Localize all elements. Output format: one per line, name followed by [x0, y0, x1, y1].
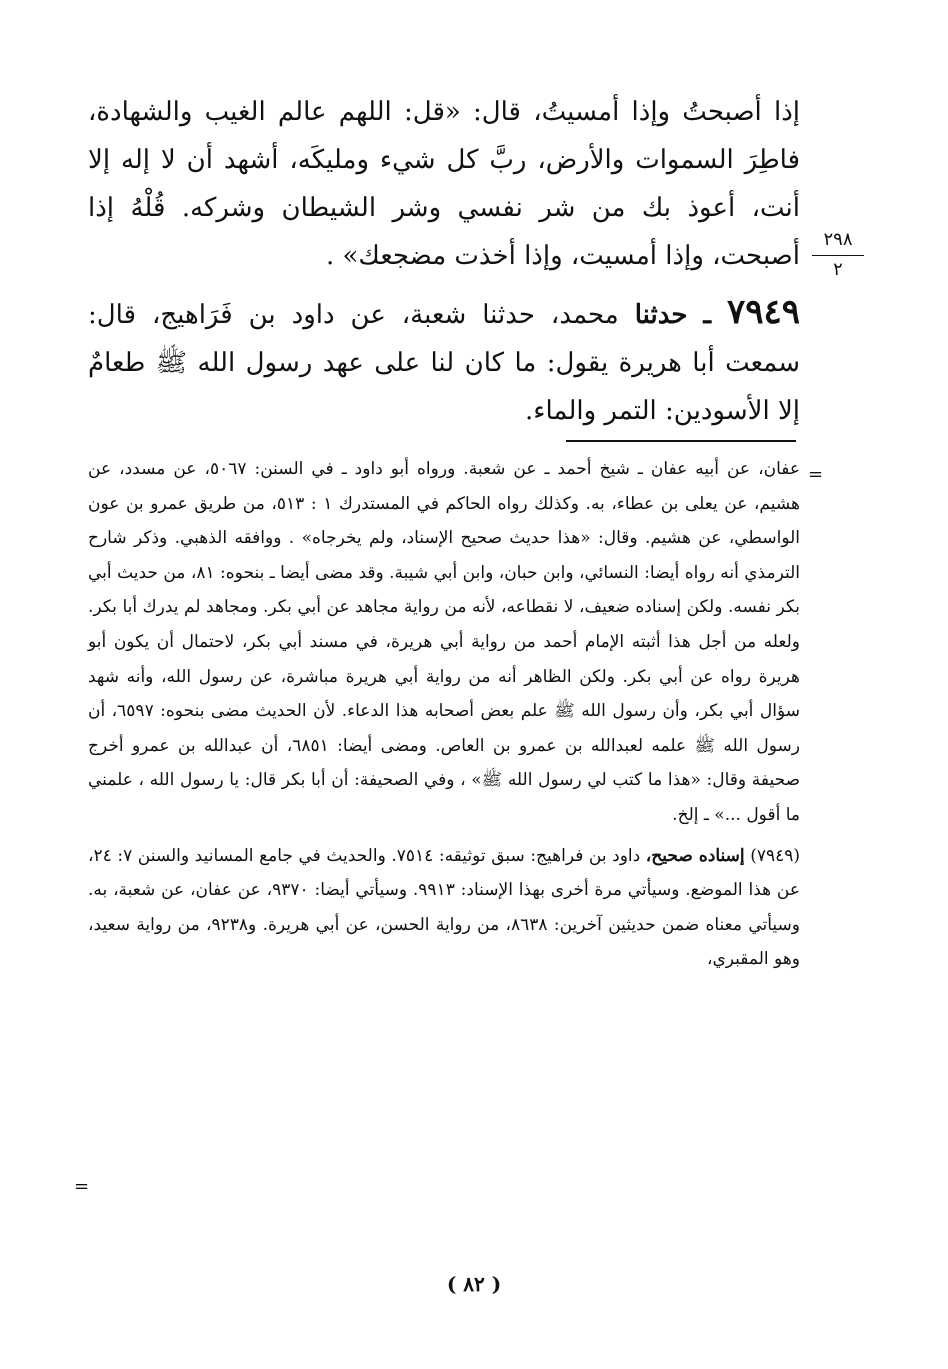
- footnotes-section: [88, 452, 800, 977]
- footnote-number: (٧٩٤٩): [750, 845, 800, 866]
- hadith-text: محمد، حدثنا شعبة، عن داود بن فَرَاهيج، قال: سمعت أبا هريرة يقول: ما كان لنا على عهد رسول الله ﷺ طعامٌ إلا الأسودين: التمر والماء.: [88, 300, 800, 426]
- hadith-7949: [88, 288, 800, 435]
- main-text-opening: إذا أصبحتُ وإذا أمسيتُ، قال: «قل: اللهم عالم الغيب والشهادة، فاطِرَ السموات والأرض، ربَّ كل شيء ومليكَه، أشهد أن لا إله إلا أنت، أعوذ بك من شر نفسي وشر الشيطان وشركه. قُلْهُ إذا أصبحت، وإذا أمسيت، وإذا أخذت مضجعك» .: [88, 97, 800, 271]
- footnote-7949: [88, 839, 800, 977]
- footnote-heading: إسناده صحيح،: [645, 845, 745, 866]
- footnote-separator: [566, 440, 796, 442]
- page-number: ( ٨٢ ): [446, 1272, 502, 1296]
- footnote-continuation-mark: =: [808, 464, 824, 485]
- margin-reference-page: ٢٩٨: [812, 228, 864, 256]
- margin-reference-volume: ٢: [833, 259, 843, 280]
- hadith-dash: ـ: [703, 300, 712, 330]
- margin-volume-reference: [812, 228, 864, 282]
- hadith-lead-word: حدثنا: [634, 300, 688, 330]
- footnote-end-continuation-mark: =: [74, 1176, 90, 1197]
- footnote-text: داود بن فراهيج: سبق توثيقه: ٧٥١٤. والحديث في جامع المسانيد والسنن ٧: ٢٤، عن هذا الموضع. وسيأتي مرة أخرى بهذا الإسناد: ٩٩١٣. وسيأتي أيضا: ٩٣٧٠، عن عفان، عن شعبة، به. وسيأتي معناه ضمن حديثين آخرين: ٨٦٣٨، من رواية الحسن، عن أبي هريرة. و٩٢٣٨، من رواية سعيد، وهو المقبري،: [88, 845, 800, 970]
- hadith-number: ٧٩٤٩: [726, 292, 801, 332]
- footnote-continuation: عفان، عن أبيه عفان ـ شيخ أحمد ـ عن شعبة. ورواه أبو داود ـ في السنن: ٥٠٦٧، عن مسدد، عن هشيم، عن يعلى بن عطاء، به. وكذلك رواه الحاكم في المستدرك ١ : ٥١٣، من طريق عمرو بن عون الواسطي، عن هشيم. وقال: «هذا حديث صحيح الإسناد، ولم يخرجاه» . ووافقه الذهبي. وذكر شارح الترمذي أنه رواه أيضا: النسائي، وابن حبان، وابن أبي شيبة. وقد مضى أيضا ـ بنحوه: ٨١، من حديث أبي بكر نفسه. ولكن إسناده ضعيف، لا نقطاعه، لأنه من رواية مجاهد عن أبي بكر. ومجاهد لم يدرك أبا بكر. ولعله من أجل هذا أثبته الإمام أحمد من رواية أبي هريرة، في مسند أبي بكر، لاحتمال أن يكون أبو هريرة رواه عن أبي بكر. ولكن الظاهر أنه من رواية أبي هريرة مباشرة، عن رسول الله، وأنه شهد سؤال أبي بكر، وأن رسول الله ﷺ علم بعض أصحابه هذا الدعاء. لأن الحديث مضى بنحوه: ٦٥٩٧، أن رسول الله ﷺ علمه لعبدالله بن عمرو بن العاص. ومضى أيضا: ٦٨٥١، أن عبدالله بن عمرو أخرج صحيفة وقال: «هذا ما كتب لي رسول الله ﷺ» ، وفي الصحيفة: أن أبا بكر قال: يا رسول الله ، علمني ما أقول ...» ـ إلخ.: [88, 459, 801, 825]
